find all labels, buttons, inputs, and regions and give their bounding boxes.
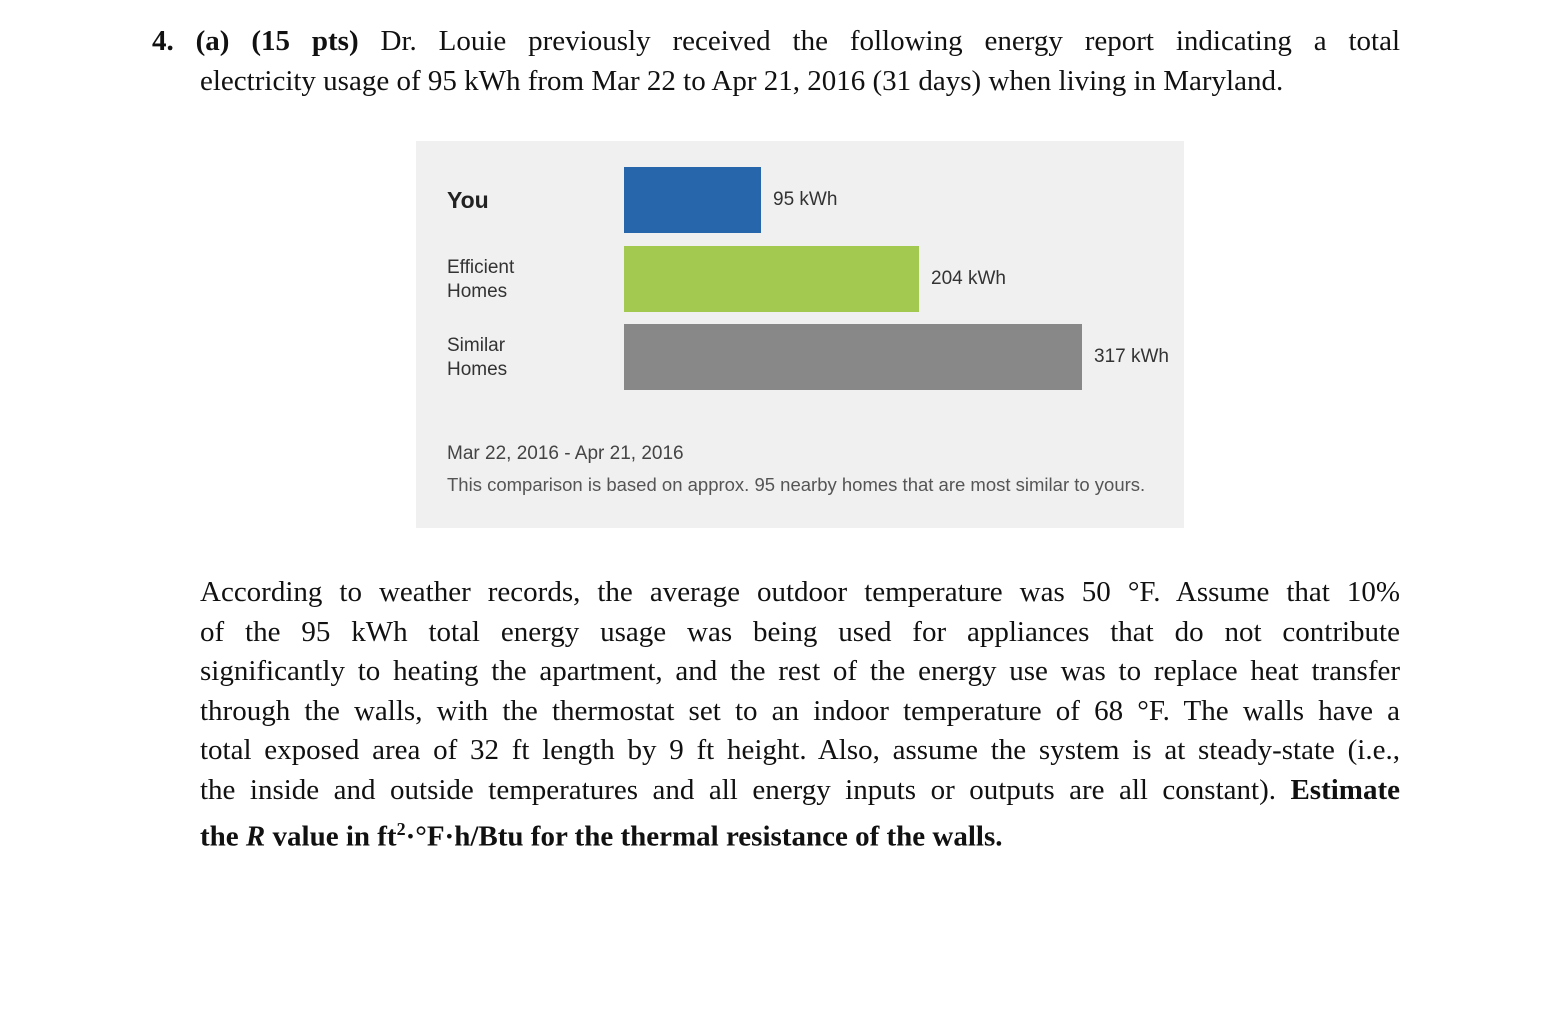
bar-value-label-you: 95 kWh [773,189,838,210]
category-label-similar-homes: Similar Homes [447,335,508,380]
question-line-2: electricity usage of 95 kWh from Mar 22 to Apr 21, 2016 (31 days) when living in Maryland. [200,64,1284,97]
question-text-1: Dr. Louie previously received the following energy report indicating a total [358,25,1401,57]
category-label-you: You [447,187,489,213]
question-header [152,22,1400,101]
paragraph-line-6 [200,771,1400,811]
paragraph-line-5: total exposed area of 32 ft length by 9 ft height. Also, assume the system is at steady-state (i.e., [200,734,1400,766]
question-points: (15 pts) [251,25,359,57]
paragraph-line-4: through the walls, with the thermostat set to an indoor temperature of 68 °F. The walls have a [200,694,1400,727]
bar-you [624,167,761,233]
question-part: (a) [195,25,230,57]
problem-paragraph [200,573,1400,857]
report-date-range: Mar 22, 2016 - Apr 21, 2016 [447,443,684,464]
r-variable: R [245,820,266,853]
bar-efficient-homes [624,246,919,312]
estimate-instruction-start: Estimate [1290,773,1400,806]
paragraph-line-1: According to weather records, the average outdoor temperature was 50 °F. Assume that 10% [200,576,1400,608]
bar-value-label-similar-homes: 317 kWh [1094,346,1169,367]
energy-report-chart [416,141,1184,528]
question-number: 4. [152,25,174,57]
bar-similar-homes [624,324,1082,390]
unit-superscript: 2 [396,819,406,839]
question-line-1 [152,22,1400,62]
paragraph-line-3: significantly to heating the apartment, and the rest of the energy use was to replace heat transfer [200,655,1400,687]
paragraph-line-6-text: the inside and outside temperatures and all energy inputs or outputs are all constant). [200,773,1291,806]
report-comparison-note: This comparison is based on approx. 95 nearby homes that are most similar to yours. [447,474,1146,495]
estimate-instruction: the R value in $ft^2\cdot^\circ F\cdot h$/Btu for the thermal resistance of the walls. [200,819,1003,853]
category-label-efficient-homes: Efficient Homes [447,257,515,302]
bar-value-label-efficient-homes: 204 kWh [931,268,1006,289]
paragraph-line-2: of the 95 kWh total energy usage was being used for appliances that do not contribute [200,615,1400,648]
